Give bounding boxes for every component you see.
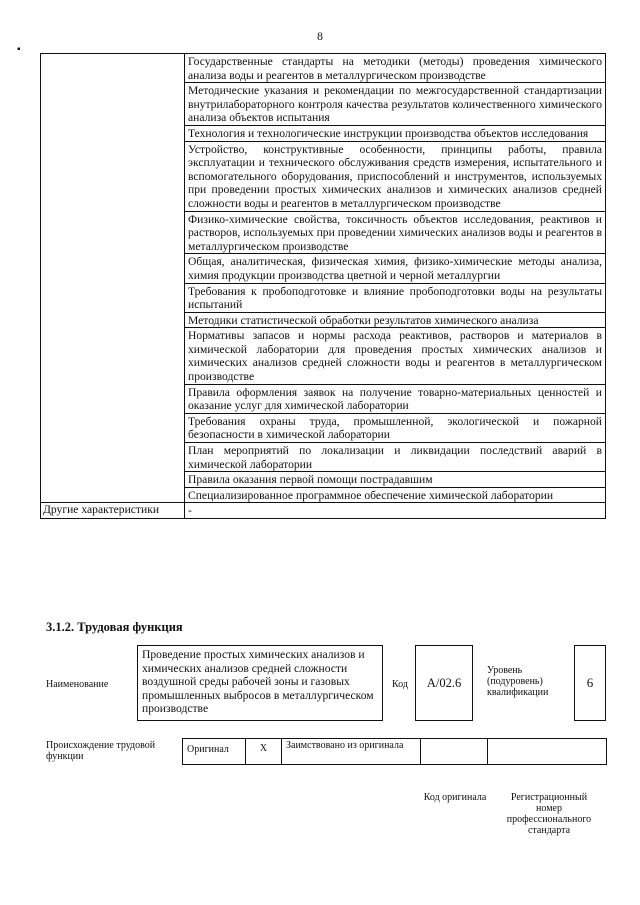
row-label-cell: [41, 125, 185, 141]
row-label-cell: [41, 141, 185, 211]
qualification-level-label: Уровень (подуровень) квалификации: [487, 665, 549, 698]
table-row: [41, 503, 606, 519]
table-row: [41, 443, 606, 472]
qualification-level-box: 6: [574, 645, 606, 721]
table-row: [41, 254, 606, 283]
table-row: [41, 487, 606, 503]
knowledge-item: Методические указания и рекомендации по межгосударственной стандартизации внутрилабораторного контроля качества результатов количественного химического анализа объектов испытания: [185, 83, 606, 126]
knowledge-item: Нормативы запасов и нормы расхода реактивов, растворов и материалов в химической лаборатории для проведения простых химических анализов и химических анализов средней сложности воды и реагентов в металлургическом производстве: [185, 328, 606, 384]
table-row: [41, 83, 606, 126]
table-row: [41, 328, 606, 384]
regnum-caption: Регистрационный номер профессионального стандарта: [506, 792, 592, 836]
table-row: [41, 211, 606, 254]
knowledge-item: Государственные стандарты на методики (методы) проведения химического анализа воды и реагентов в металлургическом производстве: [185, 54, 606, 83]
table-row: [41, 384, 606, 413]
borrowed-label: Заимствовано из оригинала: [282, 739, 421, 765]
original-mark: X: [246, 739, 282, 765]
page-number: 8: [317, 29, 323, 43]
table-row: [41, 283, 606, 312]
row-label-cell: [41, 487, 185, 503]
section-title: 3.1.2. Трудовая функция: [46, 620, 183, 634]
knowledge-item: План мероприятий по локализации и ликвидации последствий аварий в химической лаборатории: [185, 443, 606, 472]
row-label-cell: [41, 283, 185, 312]
table-row: [41, 312, 606, 328]
origin-label: Происхождение трудовой функции: [46, 740, 156, 762]
table-row: [41, 141, 606, 211]
knowledge-requirements-table: [40, 53, 606, 519]
original-label: Оригинал: [183, 739, 246, 765]
code-label: Код: [392, 679, 408, 690]
function-name-box: Проведение простых химических анализов и химических анализов средней сложности воздушной среды рабочей зоны и газовых промышленных выбросов в металлургическом производстве: [137, 645, 383, 721]
table-row: [41, 472, 606, 488]
other-characteristics-value: -: [185, 503, 606, 519]
row-label-cell: [41, 443, 185, 472]
table-row: [41, 54, 606, 83]
knowledge-item: Технология и технологические инструкции производства объектов исследования: [185, 125, 606, 141]
reg-number-cell: [488, 739, 607, 765]
row-label-cell: [41, 54, 185, 83]
knowledge-item: Правила оказания первой помощи пострадавшим: [185, 472, 606, 488]
table-row: [41, 125, 606, 141]
function-code-box: A/02.6: [415, 645, 473, 721]
row-label-cell: [41, 211, 185, 254]
knowledge-item: Устройство, конструктивные особенности, принципы работы, правила эксплуатации и технического обслуживания средств измерения, испытательного и вспомогательного оборудования, приспособлений и инструментов, используемых при проведении простых химических анализов и химических анализов средней сложности воды и реагентов в металлургическом производстве: [185, 141, 606, 211]
row-label-cell: [41, 83, 185, 126]
row-label-cell: [41, 328, 185, 384]
original-code-cell: [421, 739, 488, 765]
scan-mark: ▪: [17, 44, 21, 55]
knowledge-item: Правила оформления заявок на получение товарно-материальных ценностей и оказание услуг для химической лаборатории: [185, 384, 606, 413]
knowledge-item: Методики статистической обработки результатов химического анализа: [185, 312, 606, 328]
row-label-cell: [41, 413, 185, 442]
code-caption: Код оригинала: [423, 792, 487, 803]
table-row: [41, 413, 606, 442]
row-label-cell: [41, 472, 185, 488]
knowledge-item: Требования охраны труда, промышленной, экологической и пожарной безопасности в химической лаборатории: [185, 413, 606, 442]
other-characteristics-label: Другие характеристики: [41, 503, 185, 519]
name-label: Наименование: [46, 679, 109, 690]
row-label-cell: [41, 384, 185, 413]
knowledge-item: Физико-химические свойства, токсичность объектов исследования, реактивов и растворов, используемых при проведении химических анализов воды и реагентов в металлургическом производстве: [185, 211, 606, 254]
row-label-cell: [41, 254, 185, 283]
knowledge-item: Требования к пробоподготовке и влияние пробоподготовки воды на результаты испытаний: [185, 283, 606, 312]
knowledge-item: Общая, аналитическая, физическая химия, физико-химические методы анализа, химия продукции производства цветной и черной металлургии: [185, 254, 606, 283]
row-label-cell: [41, 312, 185, 328]
origin-table: [182, 738, 607, 765]
knowledge-item: Специализированное программное обеспечение химической лаборатории: [185, 487, 606, 503]
